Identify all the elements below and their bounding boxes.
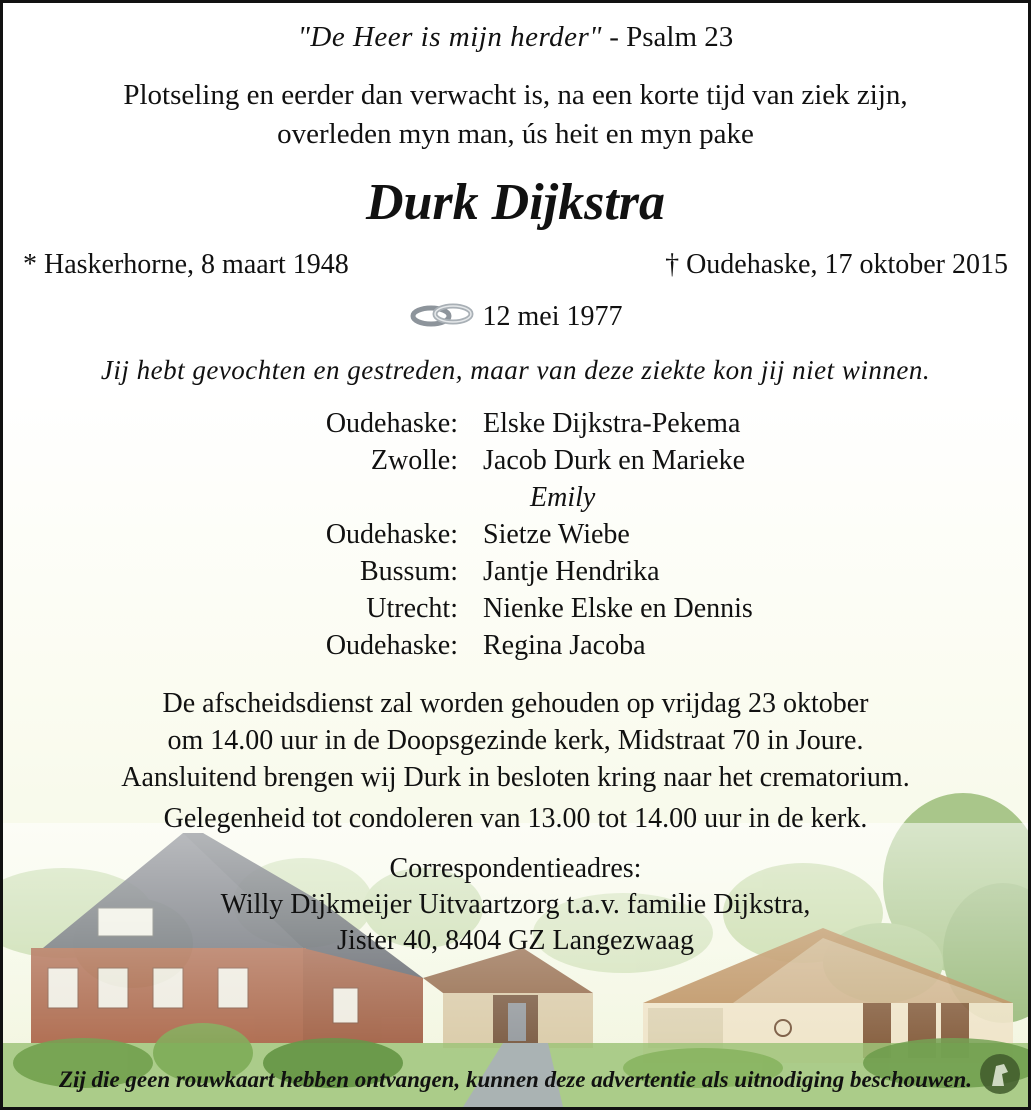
- family-row: [3, 482, 1028, 519]
- marriage-date-line: [3, 301, 1028, 336]
- family-names: Jantje Hendrika: [483, 556, 660, 587]
- wedding-rings-icon: [409, 302, 475, 336]
- correspondence-address: [3, 851, 1028, 959]
- family-row: [3, 408, 1028, 445]
- family-names: Nienke Elske en Dennis: [483, 593, 753, 624]
- family-place: Oudehaske:: [325, 408, 458, 439]
- intro-text: [3, 76, 1028, 154]
- memorial-quote: Jij hebt gevochten en gestreden, maar van deze ziekte kon jij niet winnen.: [100, 355, 931, 385]
- correspondence-label: Correspondentieadres:: [389, 853, 642, 884]
- bible-verse: [3, 21, 1028, 54]
- family-list: [3, 408, 1028, 667]
- service-line-1: De afscheidsdienst zal worden gehouden op vrijdag 23 oktober: [162, 688, 869, 719]
- intro-line-1: Plotseling en eerder dan verwacht is, na een korte tijd van ziek zijn,: [123, 79, 908, 111]
- service-details: [3, 685, 1028, 796]
- family-row: [3, 519, 1028, 556]
- family-names: Elske Dijkstra-Pekema: [483, 408, 741, 439]
- family-place: Oudehaske:: [325, 519, 458, 550]
- intro-line-2: overleden myn man, ús heit en myn pake: [277, 118, 754, 150]
- family-names: Regina Jacoba: [483, 630, 646, 661]
- correspondence-line-2: Jister 40, 8404 GZ Langezwaag: [337, 925, 694, 956]
- family-row: [3, 630, 1028, 667]
- family-place: Oudehaske:: [325, 630, 458, 661]
- family-names: Sietze Wiebe: [483, 519, 630, 550]
- correspondence-line-1: Willy Dijkmeijer Uitvaartzorg t.a.v. familie Dijkstra,: [220, 889, 811, 920]
- family-row: [3, 445, 1028, 482]
- death-date: † Oudehaske, 17 oktober 2015: [665, 249, 1008, 280]
- family-grandchild: Emily: [530, 482, 596, 513]
- verse-reference: - Psalm 23: [601, 21, 734, 53]
- deceased-name: Durk Dijkstra: [365, 174, 666, 231]
- service-line-3: Aansluitend brengen wij Durk in besloten kring naar het crematorium.: [121, 762, 910, 793]
- family-place: Zwolle:: [370, 445, 458, 476]
- family-row: [3, 556, 1028, 593]
- condolence-info: Gelegenheid tot condoleren van 13.00 tot 14.00 uur in de kerk.: [163, 803, 868, 834]
- publisher-logo-icon: [978, 1052, 1022, 1101]
- verse-text: "De Heer is mijn herder": [297, 21, 602, 53]
- birth-date: * Haskerhorne, 8 maart 1948: [23, 249, 349, 280]
- invitation-notice: Zij die geen rouwkaart hebben ontvangen, kunnen deze advertentie als uitnodiging beschouwen.: [58, 1067, 973, 1092]
- family-place: Utrecht:: [366, 593, 458, 624]
- family-place: Bussum:: [359, 556, 458, 587]
- marriage-date: 12 mei 1977: [482, 301, 623, 332]
- family-names: Jacob Durk en Marieke: [483, 445, 746, 476]
- family-row: [3, 593, 1028, 630]
- service-line-2: om 14.00 uur in de Doopsgezinde kerk, Midstraat 70 in Joure.: [167, 725, 864, 756]
